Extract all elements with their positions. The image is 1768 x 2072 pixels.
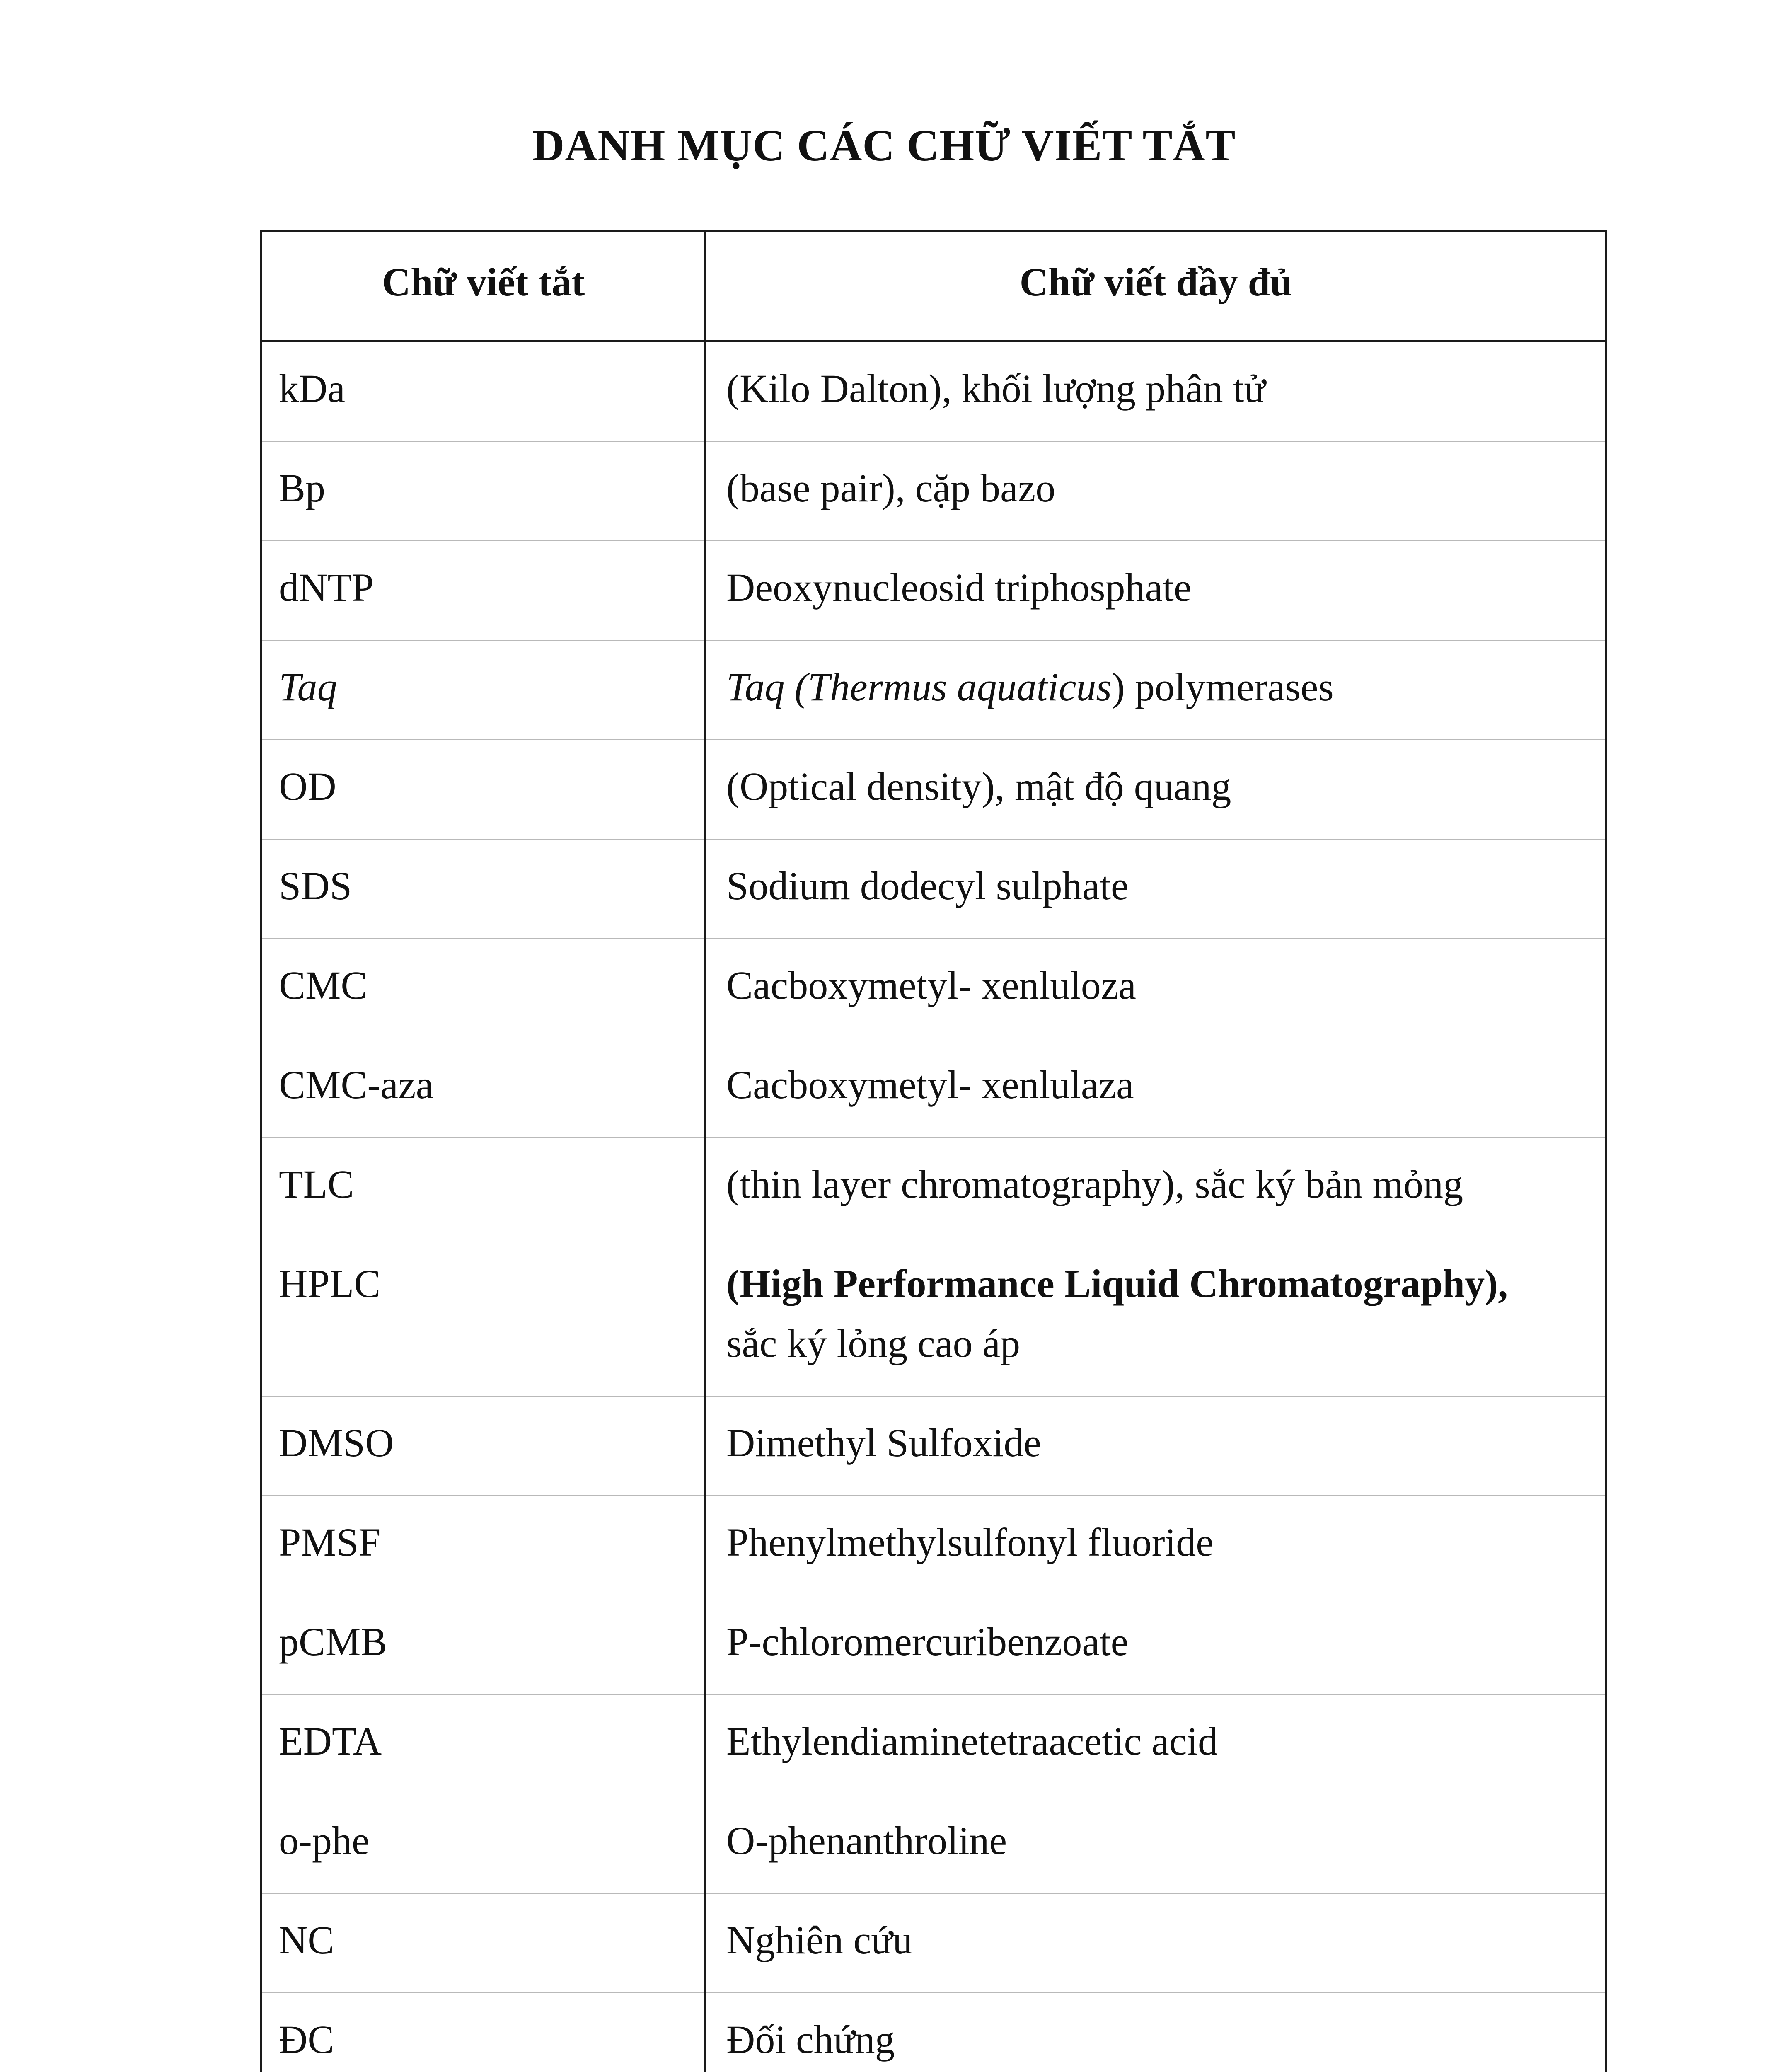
full-form-cell: O-phenanthroline (706, 1794, 1606, 1893)
table-row (261, 1496, 1606, 1595)
full-form-cell: Phenylmethylsulfonyl fluoride (706, 1496, 1606, 1595)
full-form-second-line: sắc ký lỏng cao áp (726, 1321, 1021, 1365)
abbreviation-cell: EDTA (261, 1694, 706, 1794)
table-row (261, 1237, 1606, 1396)
abbreviation-cell: PMSF (261, 1496, 706, 1595)
full-form-cell: (Kilo Dalton), khối lượng phân tử (706, 341, 1606, 442)
full-form-species: Thermus aquaticus (808, 665, 1112, 709)
abbreviation-cell: dNTP (261, 541, 706, 640)
full-form-cell: P-chloromercuribenzoate (706, 1595, 1606, 1694)
full-form-cell: Dimethyl Sulfoxide (706, 1396, 1606, 1496)
table-row (261, 441, 1606, 541)
full-form-cell: Cacboxymetyl- xenlulaza (706, 1038, 1606, 1138)
table-row (261, 1694, 1606, 1794)
table-header-row (261, 231, 1606, 341)
abbreviation-cell: o-phe (261, 1794, 706, 1893)
table-row (261, 341, 1606, 442)
full-form-cell: Cacboxymetyl- xenluloza (706, 939, 1606, 1038)
abbreviation-table (260, 230, 1607, 2072)
column-header-full-form: Chữ viết đầy đủ (706, 231, 1606, 341)
table-row (261, 1396, 1606, 1496)
full-form-cell: Đối chứng (706, 1993, 1606, 2072)
table-row (261, 939, 1606, 1038)
abbreviation-cell: SDS (261, 839, 706, 939)
table-row (261, 1794, 1606, 1893)
abbreviation-cell: OD (261, 740, 706, 839)
full-form-cell: (Optical density), mật độ quang (706, 740, 1606, 839)
full-form-cell: (thin layer chromatography), sắc ký bản mỏng (706, 1138, 1606, 1237)
abbreviation-cell: DMSO (261, 1396, 706, 1496)
abbreviation-cell: ĐC (261, 1993, 706, 2072)
full-form-cell (706, 1237, 1606, 1396)
abbreviation-cell: Taq (261, 640, 706, 740)
page-title: DANH MỤC CÁC CHỮ VIẾT TẮT (532, 121, 1236, 170)
full-form-cell: Deoxynucleosid triphosphate (706, 541, 1606, 640)
table-row (261, 1595, 1606, 1694)
table-row (261, 1138, 1606, 1237)
full-form-cell: Ethylendiaminetetraacetic acid (706, 1694, 1606, 1794)
table-row (261, 740, 1606, 839)
table-row (261, 839, 1606, 939)
abbreviation-cell: kDa (261, 341, 706, 442)
abbreviation-cell: NC (261, 1893, 706, 1993)
full-form-cell: (base pair), cặp bazo (706, 441, 1606, 541)
full-form-suffix: ) polymerases (1111, 665, 1334, 709)
abbreviation-cell: Bp (261, 441, 706, 541)
table-row (261, 640, 1606, 740)
full-form-cell: Sodium dodecyl sulphate (706, 839, 1606, 939)
full-form-prefix: Taq ( (726, 665, 808, 709)
table-row (261, 541, 1606, 640)
abbreviation-cell: CMC-aza (261, 1038, 706, 1138)
table-row (261, 1993, 1606, 2072)
table-row (261, 1893, 1606, 1993)
full-form-cell (706, 640, 1606, 740)
abbreviation-cell: pCMB (261, 1595, 706, 1694)
table-row (261, 1038, 1606, 1138)
abbreviation-cell: HPLC (261, 1237, 706, 1396)
full-form-bold-line: (High Performance Liquid Chromatography), (726, 1261, 1508, 1306)
abbreviation-cell: CMC (261, 939, 706, 1038)
full-form-cell: Nghiên cứu (706, 1893, 1606, 1993)
abbreviation-cell: TLC (261, 1138, 706, 1237)
column-header-abbreviation: Chữ viết tắt (261, 231, 706, 341)
